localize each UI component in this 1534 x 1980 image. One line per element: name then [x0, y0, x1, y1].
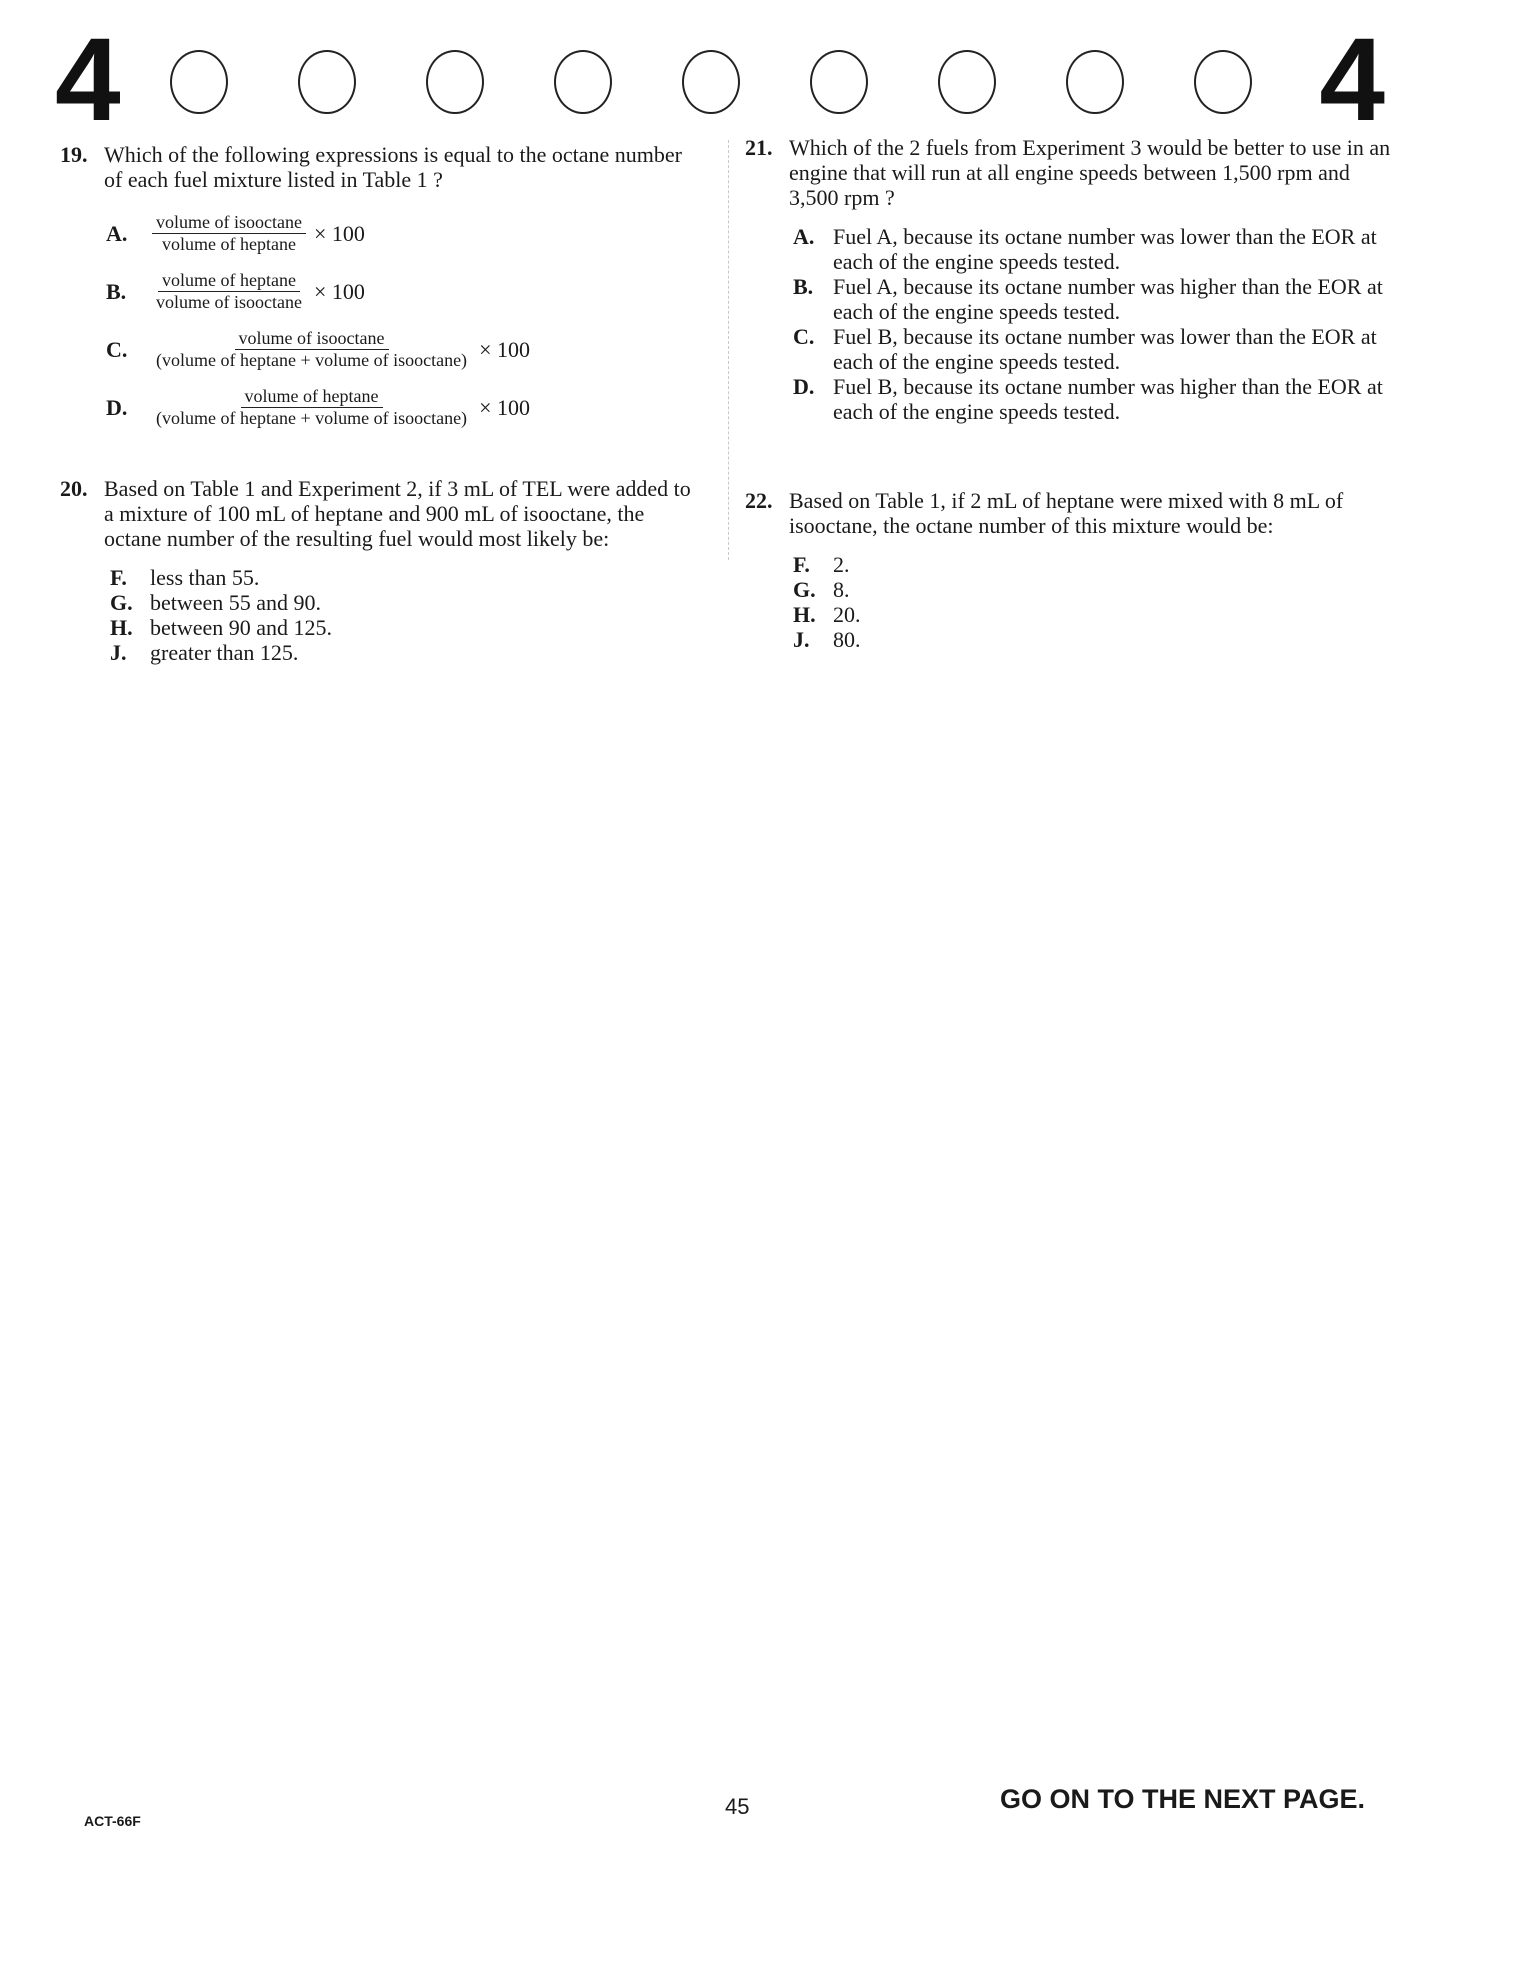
- option-letter: F.: [793, 552, 810, 577]
- question-number: 19.: [60, 142, 88, 167]
- option-letter: C.: [106, 336, 128, 362]
- fraction-denominator: volume of heptane: [162, 233, 296, 254]
- right-column: [745, 135, 1395, 652]
- option-letter: D.: [106, 394, 128, 420]
- option-letter: J.: [110, 640, 127, 665]
- option-letter: D.: [793, 374, 815, 399]
- answer-options: [110, 565, 700, 665]
- answer-options: [793, 552, 1395, 652]
- fraction-expression: [152, 270, 306, 313]
- answer-option-g[interactable]: [793, 577, 1395, 602]
- answer-bubble[interactable]: [1066, 50, 1124, 114]
- answer-option-j[interactable]: [110, 640, 700, 665]
- option-text: Fuel A, because its octane number was lower than the EOR at each of the engine speeds tested.: [833, 224, 1377, 274]
- page-number: 45: [725, 1794, 750, 1819]
- multiplier: × 100: [313, 220, 365, 246]
- form-code: ACT-66F: [84, 1813, 141, 1829]
- question-text: Based on Table 1 and Experiment 2, if 3 mL of TEL were added to a mixture of 100 mL of heptane and 900 mL of isooctane, the octane number of the resulting fuel would most likely be:: [104, 476, 691, 551]
- question-19: [60, 142, 700, 436]
- option-text: Fuel B, because its octane number was higher than the EOR at each of the engine speeds tested.: [833, 374, 1383, 424]
- section-number-left: 4: [55, 14, 121, 146]
- question-number: 21.: [745, 135, 773, 160]
- question-number: 22.: [745, 488, 773, 513]
- answer-option-h[interactable]: [110, 615, 700, 640]
- option-letter: J.: [793, 627, 810, 652]
- left-column: [60, 142, 700, 665]
- fraction-expression: [152, 328, 471, 371]
- answer-bubble[interactable]: [938, 50, 996, 114]
- multiplier: × 100: [479, 336, 530, 362]
- option-letter: B.: [106, 278, 127, 304]
- question-text: Which of the 2 fuels from Experiment 3 would be better to use in an engine that will run at all engine speeds between 1,500 rpm and 3,500 rpm ?: [789, 135, 1391, 210]
- option-text: greater than 125.: [150, 640, 299, 665]
- question-text: Which of the following expressions is equal to the octane number of each fuel mixture listed in Table 1 ?: [104, 142, 682, 192]
- answer-option-j[interactable]: [793, 627, 1395, 652]
- question-number: 20.: [60, 476, 88, 501]
- fraction-numerator: volume of heptane: [241, 386, 383, 408]
- option-letter: F.: [110, 565, 127, 590]
- option-letter: H.: [110, 615, 133, 640]
- option-letter: A.: [106, 220, 128, 246]
- answer-option-b[interactable]: [793, 274, 1395, 324]
- answer-options: [793, 224, 1395, 424]
- question-22: [745, 488, 1395, 652]
- option-text: less than 55.: [150, 565, 260, 590]
- option-text: 20.: [833, 602, 861, 627]
- option-letter: B.: [793, 274, 814, 299]
- answer-bubble[interactable]: [682, 50, 740, 114]
- multiplier: × 100: [479, 394, 530, 420]
- option-letter: H.: [793, 602, 816, 627]
- fraction-numerator: volume of isooctane: [235, 328, 389, 350]
- answer-option-a[interactable]: [793, 224, 1395, 274]
- fraction-expression: [152, 386, 471, 429]
- answer-bubble[interactable]: [426, 50, 484, 114]
- option-text: Fuel A, because its octane number was higher than the EOR at each of the engine speeds tested.: [833, 274, 1383, 324]
- answer-bubble[interactable]: [1194, 50, 1252, 114]
- option-letter: G.: [793, 577, 816, 602]
- answer-option-f[interactable]: [110, 565, 700, 590]
- option-letter: A.: [793, 224, 815, 249]
- question-20: [60, 476, 700, 665]
- section-number-right: 4: [1319, 14, 1385, 146]
- option-text: 2.: [833, 552, 850, 577]
- next-page-instruction: GO ON TO THE NEXT PAGE.: [1000, 1784, 1366, 1814]
- fraction-numerator: volume of isooctane: [152, 212, 306, 234]
- question-21: [745, 135, 1395, 424]
- answer-option-b[interactable]: [106, 262, 700, 320]
- fraction-denominator: volume of isooctane: [156, 291, 302, 312]
- option-letter: C.: [793, 324, 815, 349]
- answer-option-c[interactable]: [793, 324, 1395, 374]
- answer-bubble[interactable]: [554, 50, 612, 114]
- option-text: Fuel B, because its octane number was lower than the EOR at each of the engine speeds tested.: [833, 324, 1377, 374]
- option-text: 8.: [833, 577, 850, 602]
- section-header: [55, 14, 1385, 146]
- answer-option-g[interactable]: [110, 590, 700, 615]
- answer-option-c[interactable]: [106, 320, 700, 378]
- fraction-expression: [152, 212, 306, 255]
- answer-option-a[interactable]: [106, 204, 700, 262]
- answer-option-h[interactable]: [793, 602, 1395, 627]
- fraction-denominator: (volume of heptane + volume of isooctane): [156, 407, 468, 428]
- answer-bubble[interactable]: [170, 50, 228, 114]
- answer-bubble[interactable]: [810, 50, 868, 114]
- column-divider: [728, 140, 729, 560]
- answer-option-d[interactable]: [106, 378, 700, 436]
- fraction-denominator: (volume of heptane + volume of isooctane): [156, 349, 468, 370]
- answer-option-d[interactable]: [793, 374, 1395, 424]
- option-text: between 55 and 90.: [150, 590, 322, 615]
- answer-option-f[interactable]: [793, 552, 1395, 577]
- option-text: between 90 and 125.: [150, 615, 333, 640]
- option-letter: G.: [110, 590, 133, 615]
- multiplier: × 100: [313, 278, 365, 304]
- answer-bubble[interactable]: [298, 50, 356, 114]
- question-text: Based on Table 1, if 2 mL of heptane were mixed with 8 mL of isooctane, the octane number of this mixture would be:: [789, 488, 1344, 538]
- option-text: 80.: [833, 627, 861, 652]
- fraction-numerator: volume of heptane: [158, 270, 300, 292]
